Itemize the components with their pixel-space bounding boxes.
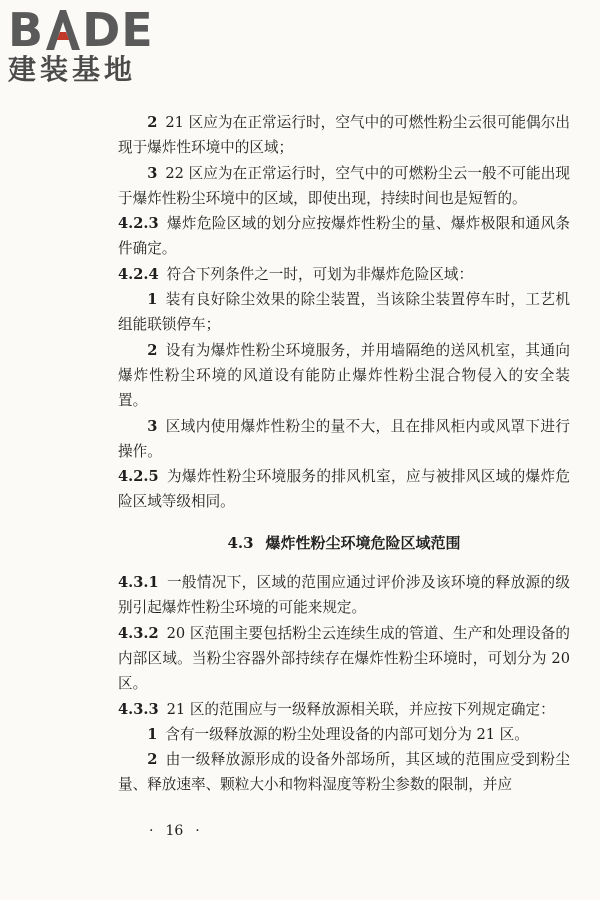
- paragraph-text: 21 区的范围应与一级释放源相关联，并应按下列规定确定：: [166, 700, 555, 718]
- paragraph-text: 21 区应为在正常运行时，空气中的可燃性粉尘云很可能偶尔出现于爆炸性环境中的区域；: [118, 114, 570, 157]
- item-number: 3: [147, 164, 158, 182]
- list-item: [118, 110, 570, 161]
- page-number-value: 16: [165, 823, 184, 839]
- list-item: [118, 338, 570, 414]
- section-number: 4.3: [227, 533, 254, 552]
- clause-number: 4.2.4: [118, 265, 159, 283]
- clause-number: 4.3.1: [118, 574, 159, 592]
- paragraph-text: 由一级释放源形成的设备外部场所，其区域的范围应受到粉尘量、释放速率、颗粒大小和物料湿度等粉尘参数的限制，并应: [118, 751, 570, 794]
- page-number-dot: ·: [195, 823, 200, 839]
- logo-letters-de: DE: [82, 3, 154, 57]
- list-item: [118, 161, 570, 212]
- paragraph-text: 22 区应为在正常运行时，空气中的可燃粉尘云一般不可能出现于爆炸性粉尘环境中的区域，即使出现，持续时间也是短暂的。: [118, 164, 570, 207]
- logo: [8, 4, 183, 86]
- item-number: 2: [147, 341, 158, 359]
- paragraph-text: 设有为爆炸性粉尘环境服务，并用墙隔绝的送风机室，其通向爆炸性粉尘环境的风道设有能防止爆炸性粉尘混合物侵入的安全装置。: [118, 341, 570, 410]
- clause-paragraph: [118, 464, 570, 515]
- page-number: [143, 823, 206, 839]
- item-number: 2: [147, 114, 158, 131]
- logo-letter-b: B: [8, 3, 45, 57]
- paragraph-text: 爆炸危险区域的划分应按爆炸性粉尘的量、爆炸极限和通风条件确定。: [118, 215, 570, 258]
- clause-number: 4.2.5: [118, 468, 159, 486]
- section-heading: [118, 531, 570, 556]
- clause-paragraph: [118, 697, 570, 722]
- item-number: 3: [147, 417, 158, 435]
- paragraph-text: 区域内使用爆炸性粉尘的量不大，且在排风柜内或风罩下进行操作。: [118, 417, 570, 460]
- paragraph-text: 20 区范围主要包括粉尘云连续生成的管道、生产和处理设备的内部区域。当粉尘容器外部持续存在爆炸性粉尘环境时，可划分为 20 区。: [118, 624, 570, 693]
- list-item: [118, 414, 570, 465]
- item-number: 2: [147, 751, 158, 769]
- list-item: [118, 722, 570, 747]
- page-number-dot: ·: [149, 823, 154, 839]
- paragraph-text: 装有良好除尘效果的除尘装置，当该除尘装置停车时，工艺机组能联锁停车；: [118, 291, 570, 334]
- list-item: [118, 287, 570, 338]
- clause-number: 4.2.3: [118, 215, 159, 233]
- paragraph-text: 符合下列条件之一时，可划为非爆炸危险区域：: [166, 265, 474, 283]
- clause-number: 4.3.3: [118, 700, 159, 718]
- paragraph-text: 含有一级释放源的粉尘处理设备的内部可划分为 21 区。: [165, 725, 529, 743]
- clause-paragraph: [118, 262, 570, 287]
- list-item: [118, 747, 570, 798]
- section-title-text: 爆炸性粉尘环境危险区域范围: [265, 533, 461, 552]
- item-number: 1: [147, 725, 158, 743]
- logo-wordmark: [8, 4, 183, 56]
- clause-paragraph: [118, 211, 570, 262]
- logo-a-icon: [46, 10, 80, 50]
- clause-paragraph: [118, 621, 570, 697]
- document-body: [118, 110, 570, 798]
- clause-paragraph: [118, 570, 570, 621]
- clause-number: 4.3.2: [118, 624, 159, 642]
- paragraph-text: 一般情况下，区域的范围应通过评价涉及该环境的释放源的级别引起爆炸性粉尘环境的可能来规定。: [118, 574, 570, 617]
- item-number: 1: [147, 291, 158, 309]
- paragraph-text: 为爆炸性粉尘环境服务的排风机室，应与被排风区域的爆炸危险区域等级相同。: [118, 468, 570, 511]
- logo-subtitle: 建装基地: [8, 53, 137, 86]
